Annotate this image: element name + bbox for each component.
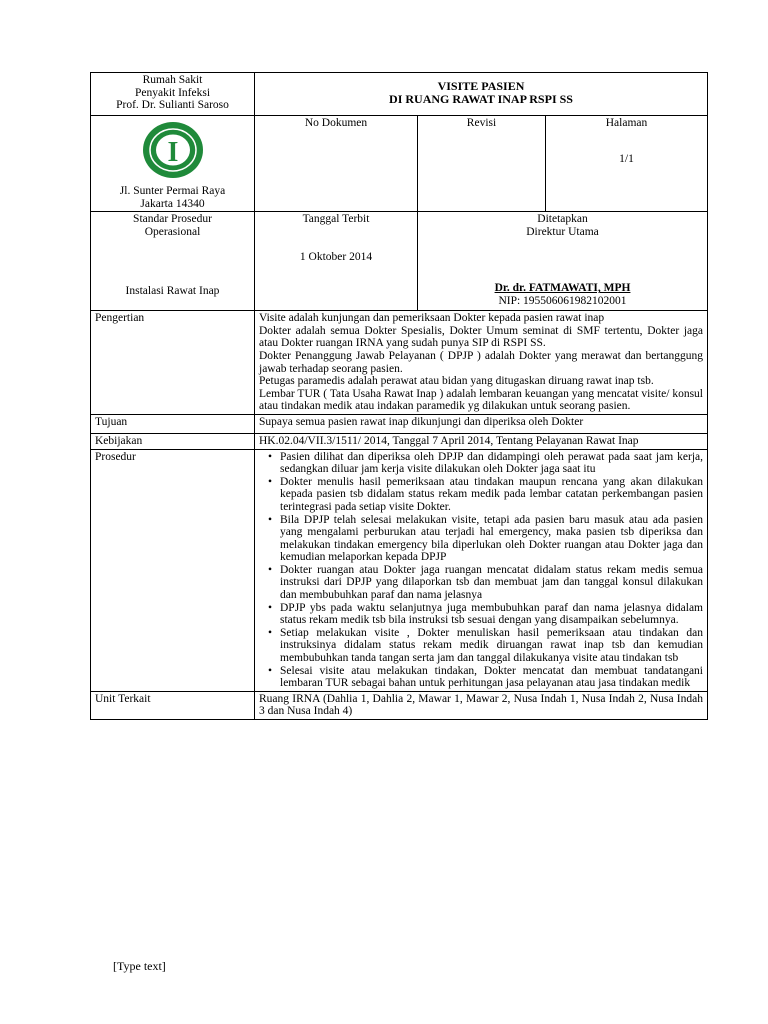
tanggal-terbit-cell [255, 212, 418, 311]
document-title-cell [255, 73, 708, 116]
prosedur-item: • Bila DPJP telah selesai melakukan visite, tetapi ada pasien baru masuk atau ada pasien yang mengalami perburukan atau terjadi hal emergency, maka pasien tsb diperiksa dan melakukan tindakan emergency bila diperlukan oleh Dokter ruangan atau Dokter jaga dan kemudian melaporkan kepada DPJP [280, 514, 703, 564]
prosedur-row [91, 449, 708, 691]
logo-letter: I [167, 137, 178, 168]
ditetapkan-label: Ditetapkan [537, 213, 588, 226]
pengertian-label: Pengertian [91, 311, 255, 415]
pengertian-paragraph: Petugas paramedis adalah perawat atau bidan yang ditugaskan diruang rawat inap tsb. [259, 375, 654, 388]
doc-info-row [91, 116, 708, 212]
pengertian-row [91, 311, 708, 415]
pengertian-paragraph: Dokter adalah semua Dokter Spesialis, Dokter Umum seminat di SMF tertentu, Dokter jaga atau Dokter ruangan IRNA yang sudah punya SIP di RSPI SS. [259, 324, 703, 350]
pengertian-paragraph: Lembar TUR ( Tata Usaha Rawat Inap ) adalah lembaran keuangan yang mencatat visite/ konsul atau tindakan medik atau indakan paramedik yg dilakukan untuk seorang pasien. [259, 387, 703, 413]
prosedur-content [255, 449, 708, 691]
kebijakan-label: Kebijakan [91, 433, 255, 449]
kebijakan-content: HK.02.04/VII.3/1511/ 2014, Tanggal 7 April 2014, Tentang Pelayanan Rawat Inap [255, 433, 708, 449]
pengertian-paragraph: Dokter Penanggung Jawab Pelayanan ( DPJP ) adalah Dokter yang merawat dan bertanggung jawab terhadap seorang pasien. [259, 349, 703, 375]
signatory-name: Dr. dr. FATMAWATI, MPH [494, 282, 631, 295]
hospital-name-cell [91, 73, 255, 116]
hospital-address-line: Jakarta 14340 [140, 197, 205, 210]
signatory-nip: NIP: 195506061982102001 [498, 295, 627, 308]
prosedur-list [263, 451, 703, 690]
revisi-label: Revisi [466, 117, 497, 129]
hospital-name-line: Rumah Sakit [142, 74, 203, 86]
halaman-value: 1/1 [619, 152, 634, 165]
footer-placeholder-text: [Type text] [113, 959, 166, 973]
tujuan-label: Tujuan [91, 414, 255, 433]
hospital-logo-address-cell [91, 116, 255, 212]
sop-row [91, 212, 708, 311]
sop-document-table [90, 72, 708, 720]
prosedur-item: • Dokter ruangan atau Dokter jaga ruangan mencatat didalam status rekam medis semua instruksi dari DPJP yang dilaporkan tsb dan membuat jam dan tanggal konsul dilakukan dan membubuhkan paraf dan nama jelasnya [280, 564, 703, 602]
hospital-logo-icon [142, 121, 204, 179]
tujuan-content: Supaya semua pasien rawat inap dikunjungi dan diperiksa oleh Dokter [255, 414, 708, 433]
sop-label-cell [91, 212, 255, 311]
kebijakan-row [91, 433, 708, 449]
tujuan-row [91, 414, 708, 433]
pengertian-paragraph: Visite adalah kunjungan dan pemeriksaan Dokter kepada pasien rawat inap [259, 312, 605, 325]
hospital-name-line: Penyakit Infeksi [134, 86, 211, 99]
header-row [91, 73, 708, 116]
sop-label-line: Standar Prosedur [133, 213, 212, 226]
no-dokumen-cell [255, 116, 418, 212]
prosedur-item: • DPJP ybs pada waktu selanjutnya juga membubuhkan paraf dan nama jelasnya didalam status rekam medik tsb bila instruksi tsb sesuai dengan yang disampaikan sebelumnya. [280, 602, 703, 627]
revisi-cell [418, 116, 546, 212]
sop-unit: Instalasi Rawat Inap [125, 285, 220, 298]
tanggal-terbit-label: Tanggal Terbit [302, 213, 370, 226]
unit-terkait-label: Unit Terkait [91, 691, 255, 719]
pengertian-content [255, 311, 708, 415]
hospital-name-line: Prof. Dr. Sulianti Saroso [116, 99, 229, 112]
prosedur-item: • Dokter menulis hasil pemeriksaan atau tindakan maupun rencana yang akan dilakukan kepada pasien tsb didalam status rekam medik pada lembar catatan perkembangan pasien terintegrasi pada setiap visite Dokter. [280, 476, 703, 514]
halaman-cell [546, 116, 708, 212]
document-title-line2: DI RUANG RAWAT INAP RSPI SS [389, 91, 573, 106]
tanggal-terbit-value: 1 Oktober 2014 [299, 250, 373, 263]
halaman-label: Halaman [605, 117, 648, 129]
hospital-address-line: Jl. Sunter Permai Raya [119, 185, 226, 197]
prosedur-item: • Pasien dilihat dan diperiksa oleh DPJP dan didampingi oleh perawat pada saat jam kerja, sedangkan diluar jam kerja visite dilakukan oleh Dokter jaga saat itu [280, 451, 703, 476]
prosedur-item: • Setiap melakukan visite , Dokter menuliskan hasil pemeriksaan atau tindakan dan instruksinya didalam status rekam medik diruangan rawat inap tsb dan kemudian membubuhkan tanda tangan serta jam dan tanggal dilakukanya visite atau tindakan tsb [280, 627, 703, 665]
document-title-line1: VISITE PASIEN [437, 79, 525, 93]
sop-label-line: Operasional [144, 225, 201, 238]
unit-terkait-content: Ruang IRNA (Dahlia 1, Dahlia 2, Mawar 1, Mawar 2, Nusa Indah 1, Nusa Indah 2, Nusa Indah 3 dan Nusa Indah 4) [255, 691, 708, 719]
prosedur-label: Prosedur [91, 449, 255, 691]
direktur-label: Direktur Utama [526, 225, 599, 238]
no-dokumen-label: No Dokumen [304, 117, 368, 129]
ditetapkan-cell [418, 212, 708, 311]
unit-terkait-row [91, 691, 708, 719]
prosedur-item: • Selesai visite atau melakukan tindakan, Dokter mencatat dan membuat tandatangani lembaran TUR sebagai bahan untuk perhitungan jasa pelayanan atau jasa tindakan medik [280, 665, 703, 690]
